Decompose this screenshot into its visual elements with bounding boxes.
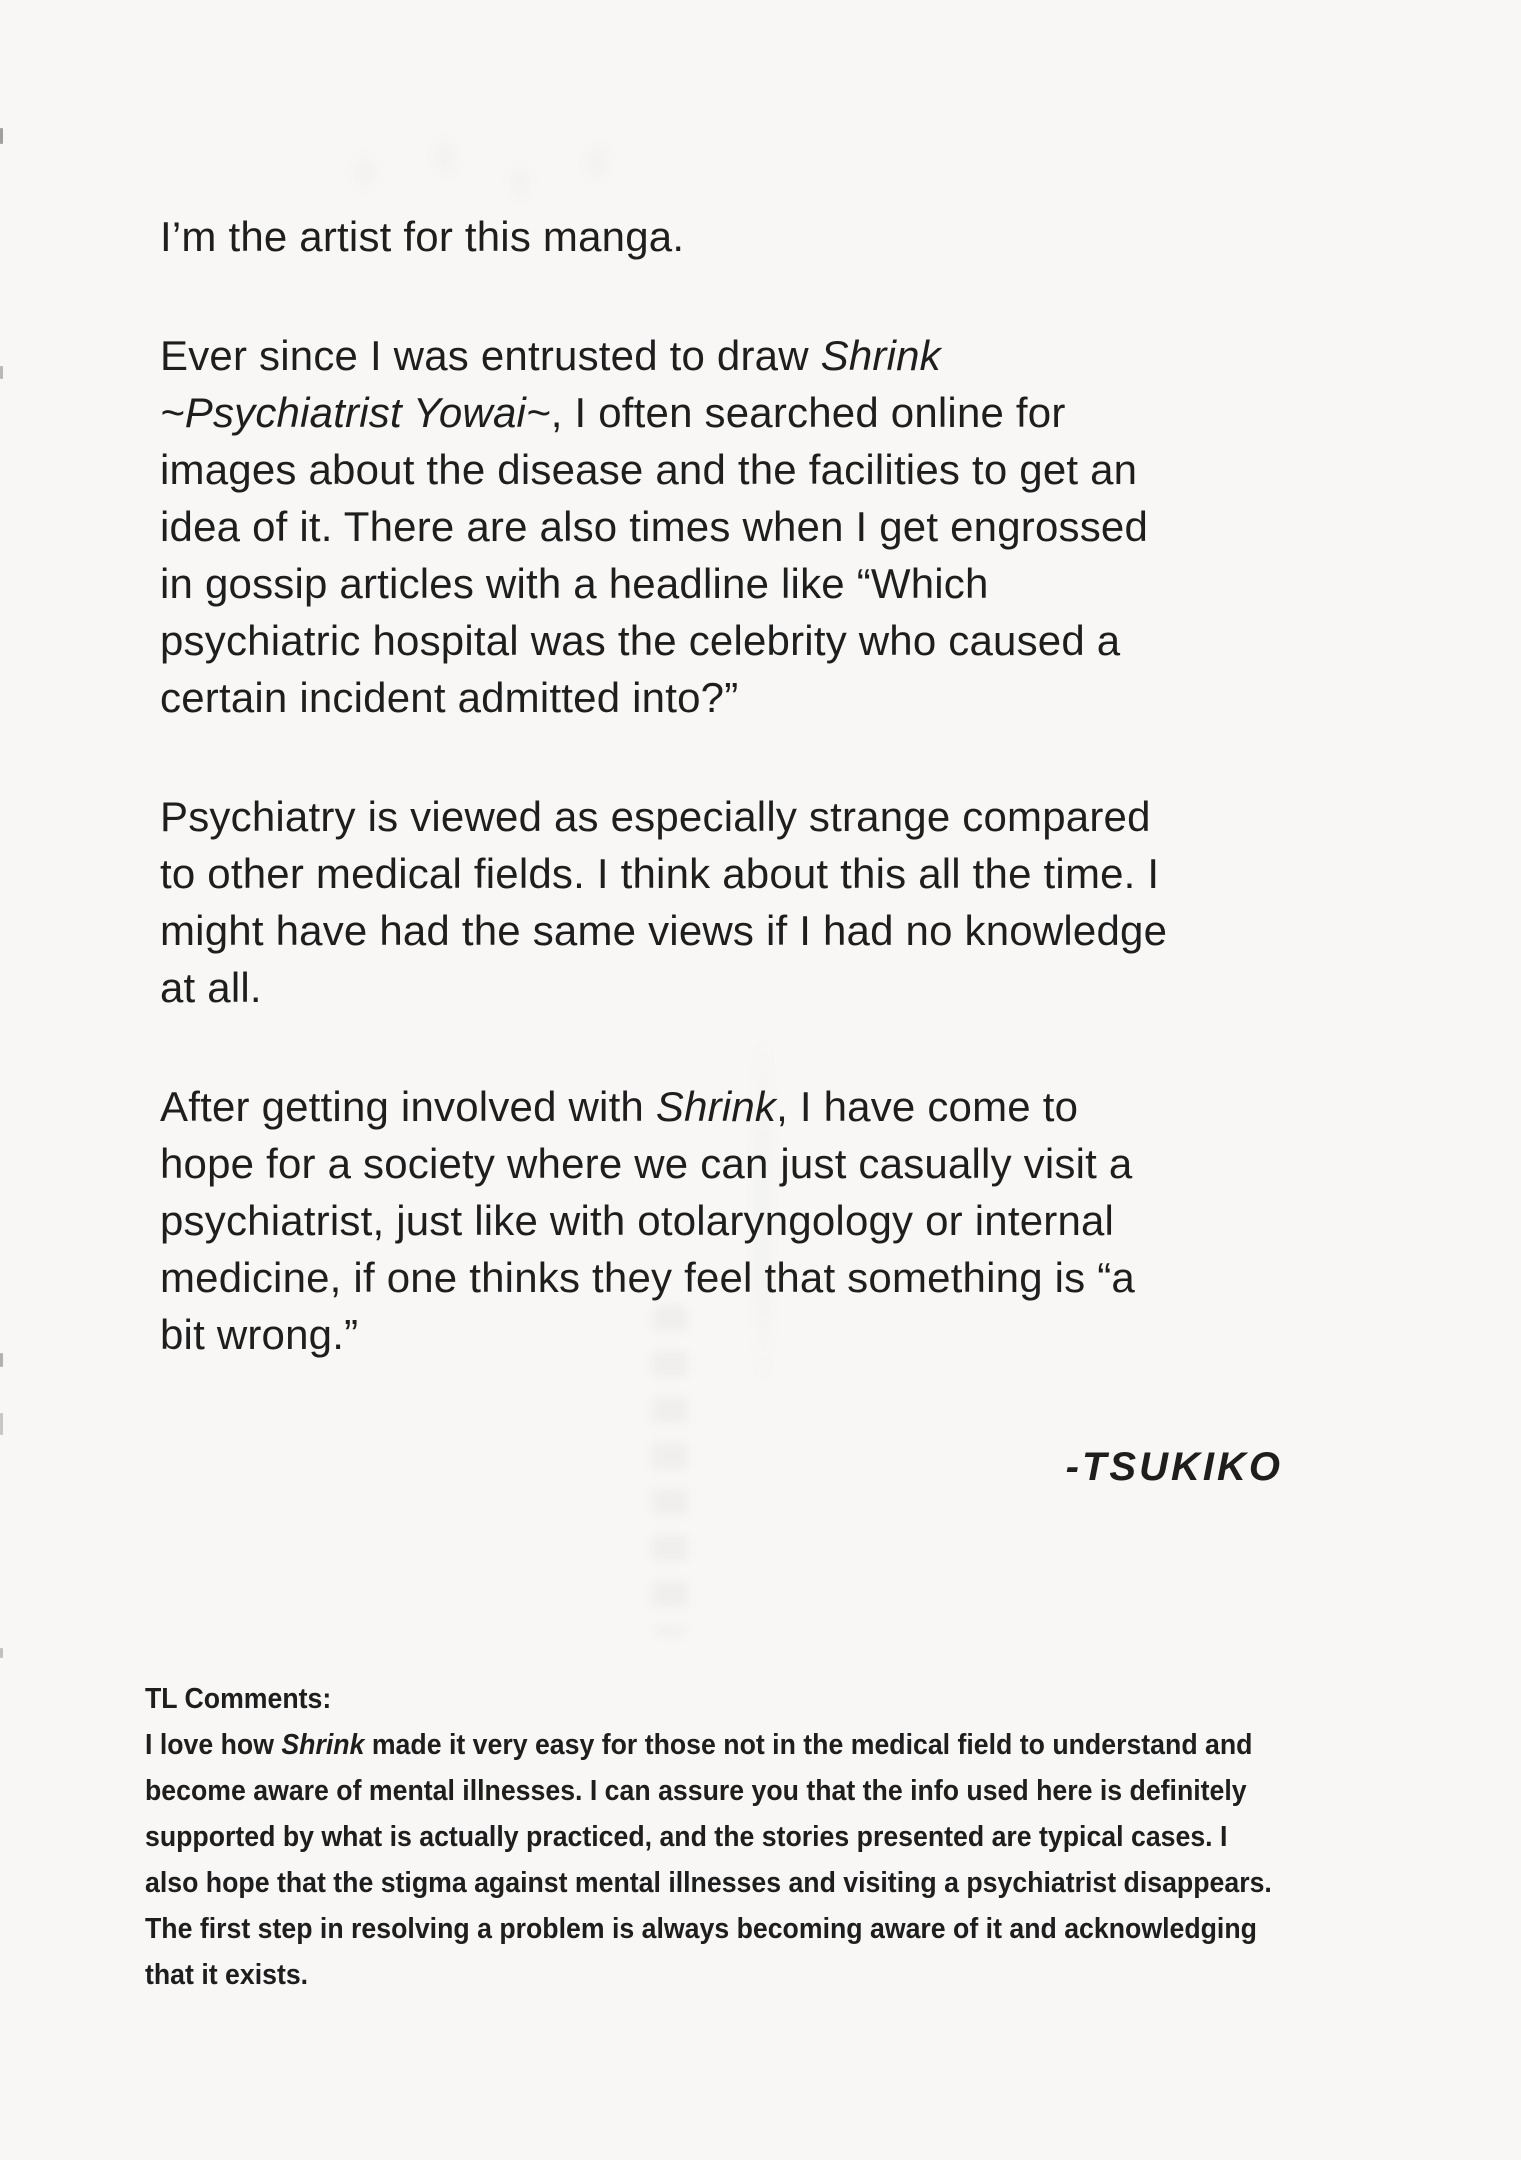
artist-signature: -TSUKIKO [1065, 1445, 1283, 1489]
tl-comment-line: become aware of mental illnesses. I can assure you that the info used here is definitely [145, 1775, 1247, 1807]
paragraph-intro [160, 208, 1350, 265]
paragraph-psychiatry-view [160, 788, 1350, 1016]
text-line: psychiatric hospital was the celebrity who caused a [160, 617, 1121, 664]
text-line: psychiatrist, just like with otolaryngology or internal [160, 1197, 1115, 1244]
text-line: bit wrong.” [160, 1311, 359, 1358]
tl-comment-line: The first step in resolving a problem is always becoming aware of it and acknowledging [145, 1913, 1257, 1945]
tl-comment-line: I love how Shrink made it very easy for those not in the medical field to understand and [145, 1729, 1253, 1761]
text-line: at all. [160, 964, 262, 1011]
tl-comments-heading: TL Comments: [145, 1683, 332, 1715]
text-line: images about the disease and the facilities to get an [160, 446, 1138, 493]
page-edge-mark [0, 366, 3, 379]
tl-comment-line: that it exists. [145, 1959, 309, 1991]
tl-comment-line: supported by what is actually practiced, and the stories presented are typical cases. I [145, 1821, 1228, 1853]
tl-comment-line: also hope that the stigma against mental illnesses and visiting a psychiatrist disappears. [145, 1867, 1272, 1899]
text-line: After getting involved with Shrink, I have come to [160, 1083, 1079, 1130]
page-edge-mark [0, 1413, 3, 1435]
text-line: to other medical fields. I think about this all the time. I [160, 850, 1160, 897]
page-edge-mark [0, 1648, 3, 1658]
tl-comments [145, 1676, 1433, 1998]
page-edge-mark [0, 128, 3, 144]
text-line: certain incident admitted into?” [160, 674, 739, 721]
text-line: medicine, if one thinks they feel that something is “a [160, 1254, 1135, 1301]
paragraph-research [160, 327, 1350, 726]
page-edge-mark [0, 1353, 3, 1367]
text-line: might have had the same views if I had no knowledge [160, 907, 1168, 954]
text-line: hope for a society where we can just casually visit a [160, 1140, 1133, 1187]
text-line: Ever since I was entrusted to draw Shrink [160, 332, 941, 379]
ink-bleedthrough-smudge [335, 112, 635, 220]
text-line: Psychiatry is viewed as especially strange compared [160, 793, 1151, 840]
text-line: idea of it. There are also times when I get engrossed [160, 503, 1149, 550]
text-line: I’m the artist for this manga. [160, 213, 685, 260]
afterword-text [160, 208, 1350, 1363]
paragraph-hope [160, 1078, 1350, 1363]
text-line: in gossip articles with a headline like “Which [160, 560, 989, 607]
text-line: ~Psychiatrist Yowai~, I often searched online for [160, 389, 1066, 436]
